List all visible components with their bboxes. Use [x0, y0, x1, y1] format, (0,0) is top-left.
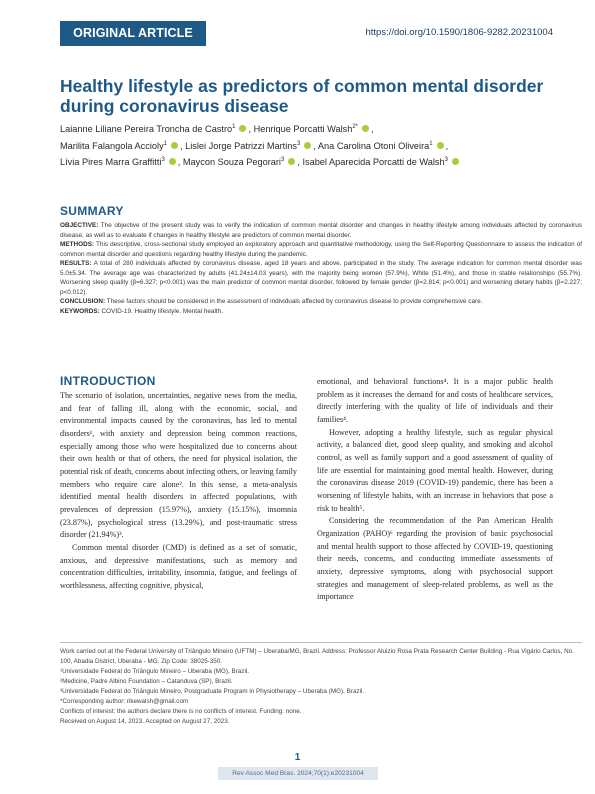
body-paragraph: Common mental disorder (CMD) is defined as a set of somatic, anxious, and depressive manifestations, such as memory and concentration difficulties, irritability, insomnia, fatigue, and feelings of worthlessness, affecting cognitive, physical, — [60, 542, 297, 590]
author — [60, 124, 251, 134]
summary-methods — [60, 240, 582, 259]
summary-text: COVID-19. Healthy lifestyle. Mental health. — [99, 307, 224, 315]
author — [60, 141, 183, 151]
author-affiliation-mark: 1 — [429, 140, 433, 147]
author — [302, 157, 460, 167]
author-name: Lívia Pires Marra Graffitti — [60, 157, 162, 167]
author-affiliation-mark: 3 — [280, 156, 285, 163]
author-separator: , — [180, 140, 183, 151]
summary-abstract — [60, 221, 582, 316]
author-separator: , — [371, 124, 374, 134]
body-paragraph: emotional, and behavioral functions⁴. It is a major public health problem as it increases the demand for and costs of healthcare services, directly interfering with the quality of life of individuals and their families⁴. — [317, 377, 553, 424]
footnote-affiliation: ¹Universidade Federal do Triângulo Mineiro – Uberaba (MG), Brazil. — [60, 668, 249, 676]
author-name: Ana Carolina Otoni Oliveira — [317, 140, 430, 151]
summary-text: These factors should be considered in the assessment of individuals affected by coronavirus disease to provide comprehensive care. — [105, 298, 483, 306]
summary-heading: SUMMARY — [60, 204, 124, 218]
author-name: Laianne Liliane Pereira Troncha de Castro — [60, 124, 233, 134]
author — [183, 157, 300, 167]
page-number: 1 — [294, 752, 301, 763]
author — [60, 157, 180, 167]
body-paragraph: However, adopting a healthy lifestyle, such as regular physical activity, a balanced diet, good sleep quality, and smoking and alcohol control, as well as family support and a good assessment of quality of life are essential for maintaining good mental health. However, during the coronavirus disease 2019 (COVID-19) pandemic, there has been a worsening of lifestyle habits, with an increase in behaviors that pose a risk to health⁵. — [317, 427, 553, 513]
summary-label: CONCLUSION: — [60, 298, 106, 306]
summary-label: KEYWORDS: — [60, 307, 100, 315]
footnote-affiliation: ²Medicine, Padre Albino Foundation – Catanduva (SP), Brazil. — [60, 678, 233, 686]
body-paragraph: Considering the recommendation of the Pan American Health Organization (PAHO)⁶ regarding the provision of basic psychosocial and mental health support to those affected by COVID-19, questioning their needs, concerns, and conducting immediate assessments of anxiety, depressive symptoms, along with psychosocial support strategies and management of sleep-related problems, as well as the importance — [317, 516, 553, 602]
article-title: Healthy lifestyle as predictors of common mental disorder during coronavirus disease — [60, 76, 544, 116]
author — [318, 141, 448, 151]
footnote-conflicts: Conflicts of interest: the authors declare there is no conflicts of interest. Funding: none. — [60, 708, 302, 716]
footnotes — [60, 647, 582, 727]
journal-citation: Rev Assoc Med Bras. 2024;70(1):e20231004 — [218, 767, 378, 780]
footnote-corresponding-author: *Corresponding author: rikewalsh@gmail.com — [60, 698, 189, 706]
summary-keywords — [60, 307, 582, 317]
author-separator: , — [297, 157, 300, 167]
author-affiliation-mark: 1 — [232, 123, 236, 130]
author-separator: , — [313, 140, 316, 151]
summary-text: The objective of the present study was to verify the indication of common mental disorder and changes in healthy lifestyle among individuals affected by coronavirus disease, as well as to evaluate if changes in healthy lifestyle are predictors of common mental disorder. — [60, 222, 582, 239]
summary-label: RESULTS: — [60, 260, 92, 268]
summary-objective — [60, 221, 582, 240]
orcid-icon[interactable] — [288, 158, 295, 165]
orcid-icon[interactable] — [362, 125, 369, 132]
summary-label: OBJECTIVE: — [60, 222, 99, 229]
footnote-work-location: Work carried out at the Federal University of Triângulo Mineiro (UFTM) – Uberaba/MG, Brazil. Address: Professor Aluizio Rosa Prata Research Center Building - Rua Vigário Carlos, No. 100, Abadia District, Uberaba - MG. Zip Code: 38025-350. — [60, 648, 574, 666]
author-name: Marilita Falangola Accioly — [60, 140, 164, 151]
summary-label: METHODS: — [60, 241, 95, 249]
author-separator: , — [445, 140, 449, 151]
orcid-icon[interactable] — [169, 158, 176, 165]
author-separator: , — [248, 124, 252, 134]
summary-results — [60, 259, 582, 297]
footnote-divider — [60, 642, 582, 643]
author-separator: , — [177, 157, 181, 167]
footnote-dates: Received on August 14, 2023. Accepted on August 27, 2023. — [60, 718, 230, 726]
author-name: Maycon Souza Pegorari — [182, 157, 281, 167]
author-affiliation-mark: 3 — [296, 140, 301, 147]
author-name: Henrique Porcatti Walsh — [253, 124, 353, 134]
author-list — [60, 121, 560, 171]
article-type-badge: ORIGINAL ARTICLE — [60, 21, 206, 46]
orcid-icon[interactable] — [452, 158, 459, 165]
summary-conclusion — [60, 297, 582, 307]
author-name: Lislei Jorge Patrizzi Martins — [185, 140, 297, 151]
author-affiliation-mark: 2* — [352, 123, 358, 130]
orcid-icon[interactable] — [437, 142, 444, 149]
orcid-icon[interactable] — [304, 142, 311, 149]
doi-link[interactable]: https://doi.org/10.1590/1806-9282.20231004 — [365, 27, 553, 38]
body-paragraph: The scenario of isolation, uncertainties, negative news from the media, and fear of falling ill, along with the economic, social, and environmental impacts caused by the coronavirus, has led to mental disorders¹, with anxiety and depression being common reactions, especially among those who were hospitalized due to concerns about their own health or that of others, the need for physical isolation, the potential risk of death, concerns about infecting others, or leaving family members who require care alone². In this sense, a meta-analysis identified mental health disorders in affected populations, with prevalences of depression (15.97%), anxiety (15.15%), insomnia (23.87%), psychological stress (13.29%), and post-traumatic stress disorder (21.94%)³. — [60, 391, 297, 540]
author — [254, 124, 374, 134]
summary-text: This descriptive, cross-sectional study employed an exploratory approach and quantitative methodology, using the Self-Reporting Questionnaire to assess the indication of common mental disorder and questions regarding healthy lifestyle during the pandemic. — [60, 241, 582, 258]
author-name: Isabel Aparecida Porcatti de Walsh — [302, 157, 445, 167]
author-affiliation-mark: 1 — [163, 140, 168, 147]
orcid-icon[interactable] — [239, 125, 246, 132]
introduction-heading: INTRODUCTION — [60, 374, 156, 388]
orcid-icon[interactable] — [171, 142, 178, 149]
body-column-left — [60, 390, 297, 593]
footnote-affiliation: ³Universidade Federal do Triângulo Mineiro, Postgraduate Program in Physiotherapy – Uberaba (MG), Brazil. — [60, 688, 365, 696]
author — [185, 141, 316, 151]
body-column-right — [317, 376, 553, 604]
author-affiliation-mark: 3 — [444, 156, 448, 163]
author-affiliation-mark: 3 — [161, 156, 165, 163]
summary-text: A total of 280 individuals affected by coronavirus disease, aged 18 years and above, participated in the study. The average indication for common mental disorder was 5.0±5.34. The average age was characterized by adults (41.24±14.03 years), with the majority being women (57.9%), White (51.4%), and those in stable relationships (55.7%). Worsening sleep quality (β=6.327; p<0.001) was the main predictor of common mental disorder, followed by female gender (β=2.814; p<0.001) and worsening dietary habits (β=2.227; p<0.012). — [60, 260, 582, 296]
